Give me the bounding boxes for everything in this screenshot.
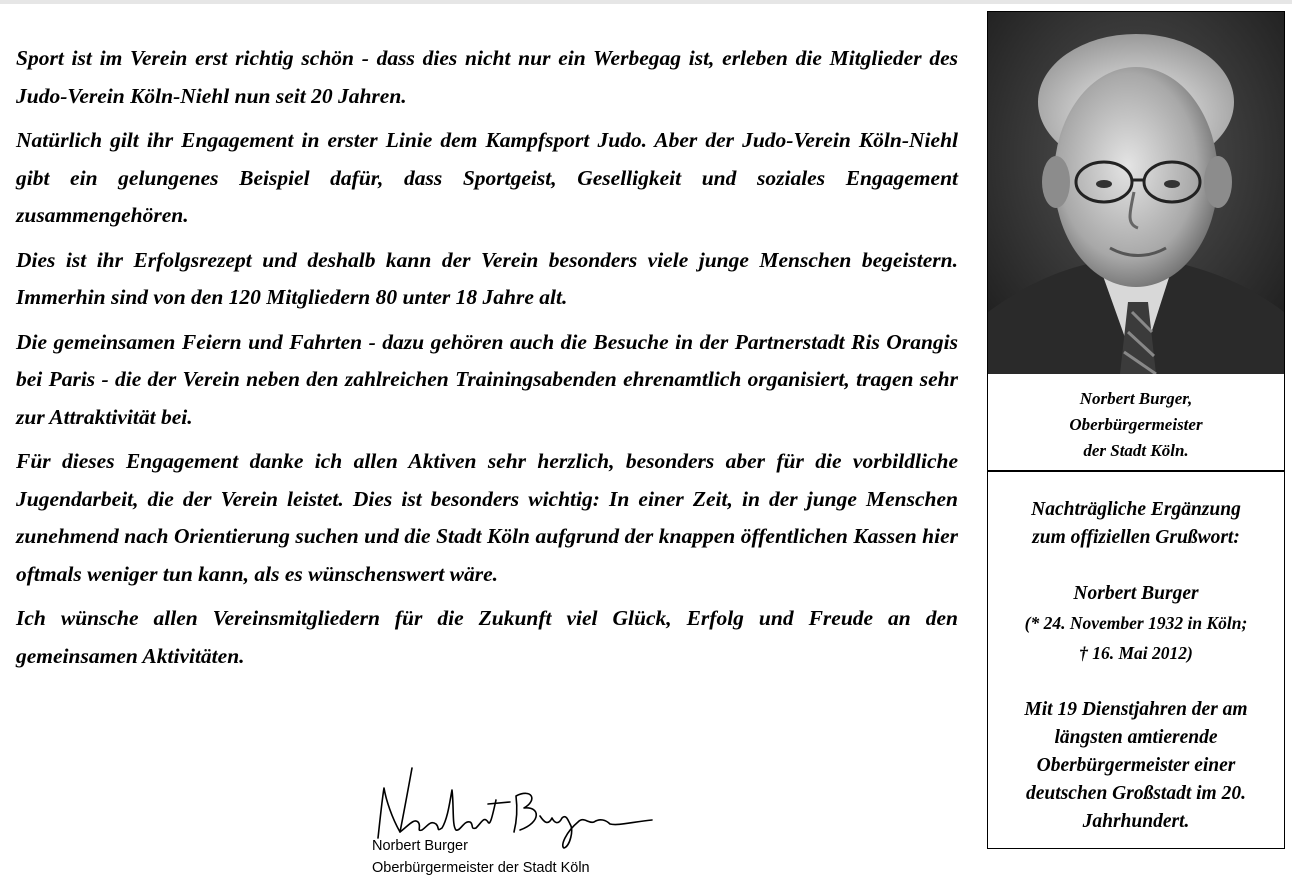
caption-line: der Stadt Köln. (1083, 441, 1189, 460)
note-heading-line: Nachträgliche Ergänzung (1031, 499, 1241, 520)
note-text-line: deutschen Großstadt im 20. (1026, 783, 1246, 804)
top-border (0, 0, 1292, 4)
signature-name: Norbert Burger (372, 838, 468, 854)
paragraph: Die gemeinsamen Feiern und Fahrten - dazu gehören auch die Besuche in der Partnerstadt Ris Orangis bei Paris - die der Verein neben den zahlreichen Trainingsabenden ehrenamtlich organisiert, tragen sehr zur Attraktivität bei. (16, 329, 958, 429)
note-text-line: längsten amtierende (1054, 727, 1218, 748)
handwritten-signature (370, 760, 670, 850)
photo-caption (988, 386, 1284, 464)
divider (988, 470, 1284, 472)
paragraph: Sport ist im Verein erst richtig schön - dass dies nicht nur ein Werbegag ist, erleben die Mitglieder des Judo-Verein Köln-Niehl nun seit 20 Jahren. (16, 46, 958, 108)
caption-line: Oberbürgermeister (1069, 415, 1203, 434)
note-dates-line: † 16. Mai 2012) (1079, 643, 1193, 663)
paragraph: Ich wünsche allen Vereinsmitgliedern für die Zukunft viel Glück, Erfolg und Freude an den gemeinsamen Aktivitäten. (16, 606, 958, 668)
note-text-line: Jahrhundert. (1082, 811, 1190, 832)
signature-title: Oberbürgermeister der Stadt Köln (372, 860, 590, 876)
note-dates-line: (* 24. November 1932 in Köln; (1024, 613, 1248, 633)
portrait-photo (988, 12, 1284, 374)
sidebar-box (987, 11, 1285, 849)
paragraph: Für dieses Engagement danke ich allen Aktiven sehr herzlich, besonders aber für die vorbildliche Jugendarbeit, die der Verein leistet. Dies ist besonders wichtig: In einer Zeit, in der junge Menschen zunehmend nach Orientierung suchen und die Stadt Köln aufgrund der knappen öffentlichen Kassen hier oftmals weniger tun kann, als es wünschenswert wäre. (16, 449, 958, 586)
paragraph: Natürlich gilt ihr Engagement in erster Linie dem Kampfsport Judo. Aber der Judo-Verein Köln-Niehl gibt ein gelungenes Beispiel dafür, dass Sportgeist, Geselligkeit und soziales Engagement zusammengehören. (16, 128, 958, 227)
supplement-note (988, 496, 1284, 836)
note-text-line: Mit 19 Dienstjahren der am (1024, 699, 1248, 720)
caption-line: Norbert Burger, (1079, 389, 1193, 408)
paragraph: Dies ist ihr Erfolgsrezept und deshalb kann der Verein besonders viele junge Menschen begeistern. Immerhin sind von den 120 Mitgliedern 80 unter 18 Jahre alt. (16, 247, 958, 309)
note-heading-line: zum offiziellen Grußwort: (1032, 527, 1240, 548)
note-name: Norbert Burger (1073, 583, 1199, 604)
greeting-text (16, 40, 958, 682)
note-text-line: Oberbürgermeister einer (1036, 755, 1236, 776)
